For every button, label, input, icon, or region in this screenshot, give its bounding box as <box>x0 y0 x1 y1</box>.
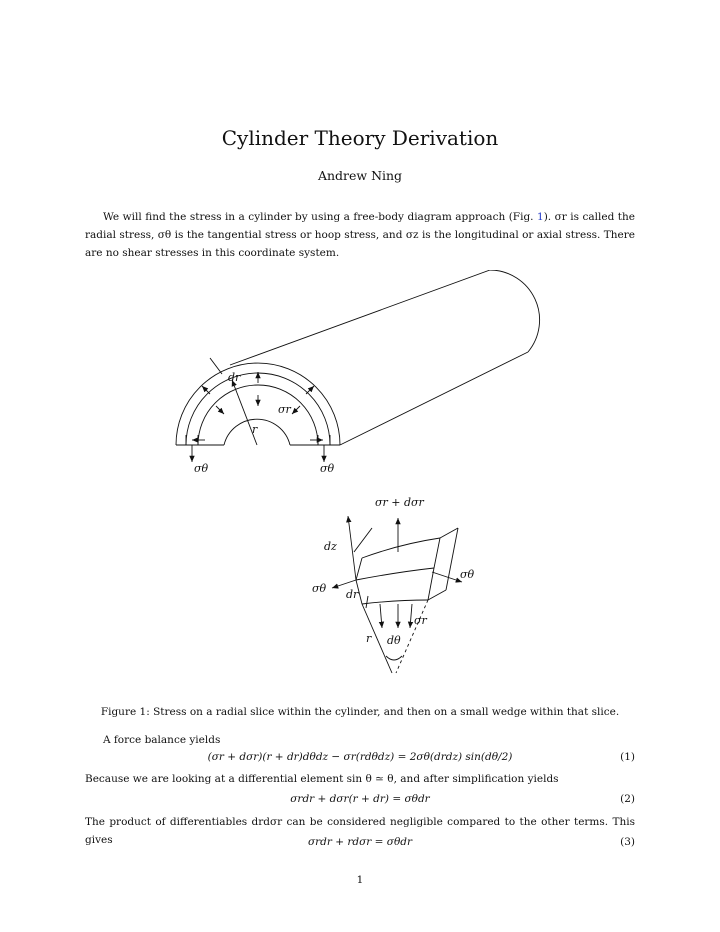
differential-text: Because we are looking at a differential element sin θ ≃ θ, and after simplification yields <box>85 773 559 785</box>
wedge-figure <box>300 488 490 688</box>
equation-1-number: (1) <box>620 751 635 763</box>
intro-text-1: We will find the stress in a cylinder by using a free-body diagram approach (Fig. <box>103 211 537 223</box>
slice-sigma-theta-left-label: σθ <box>194 462 209 475</box>
wedge-sigma-theta-left-label: σθ <box>312 582 327 595</box>
equation-1-body: (σr + dσr)(r + dr)dθdz − σr(rdθdz) = 2σθ(drdz) sin(dθ/2) <box>207 751 513 763</box>
intro-paragraph <box>85 208 635 262</box>
equation-2-number: (2) <box>620 793 635 805</box>
cylinder-slice-figure <box>160 270 560 480</box>
wedge-sigma-r-plus-label: σr + dσr <box>375 496 424 509</box>
ring-inner-arc <box>198 385 318 445</box>
wedge-dtheta-label: dθ <box>387 634 401 647</box>
wedge-dr-label: dr <box>346 588 359 601</box>
force-balance-text: A force balance yields <box>103 734 221 746</box>
slice-sigma-r-label: σr <box>278 403 291 416</box>
product-text: The product of differentiables drdσr can be considered negligible compared to the other terms. This gives <box>85 816 635 846</box>
equation-2-body: σrdr + dσr(r + dr) = σθdr <box>290 793 430 805</box>
wedge-sigma-theta-right-label: σθ <box>460 568 475 581</box>
equation-3-body: σrdr + rdσr = σθdr <box>307 836 413 848</box>
slice-sigma-theta-right-label: σθ <box>320 462 335 475</box>
intro-text-2: ). σr is called the radial stress, σθ is the tangential stress or hoop stress, and σz is the longitudinal or axial stress. There are no shear stresses in this coordinate system. <box>85 211 635 259</box>
figure-ref-link[interactable]: 1 <box>537 211 544 223</box>
equation-1 <box>85 751 635 767</box>
ring-outer-arc <box>186 373 330 445</box>
slice-dr-label: dr <box>228 371 241 384</box>
equation-3 <box>85 836 635 852</box>
slice-r-label: r <box>252 423 258 436</box>
page-title: Cylinder Theory Derivation <box>221 126 499 150</box>
page-number: 1 <box>356 874 364 886</box>
figure-caption: Figure 1: Stress on a radial slice within the cylinder, and then on a small wedge within that slice. <box>100 706 620 718</box>
wedge-r-label: r <box>366 632 372 645</box>
author: Andrew Ning <box>317 168 403 183</box>
wedge-sigma-r-label: σr <box>414 614 427 627</box>
equation-2 <box>85 793 635 809</box>
wedge-dz-label: dz <box>324 540 337 553</box>
equation-3-number: (3) <box>620 836 635 848</box>
